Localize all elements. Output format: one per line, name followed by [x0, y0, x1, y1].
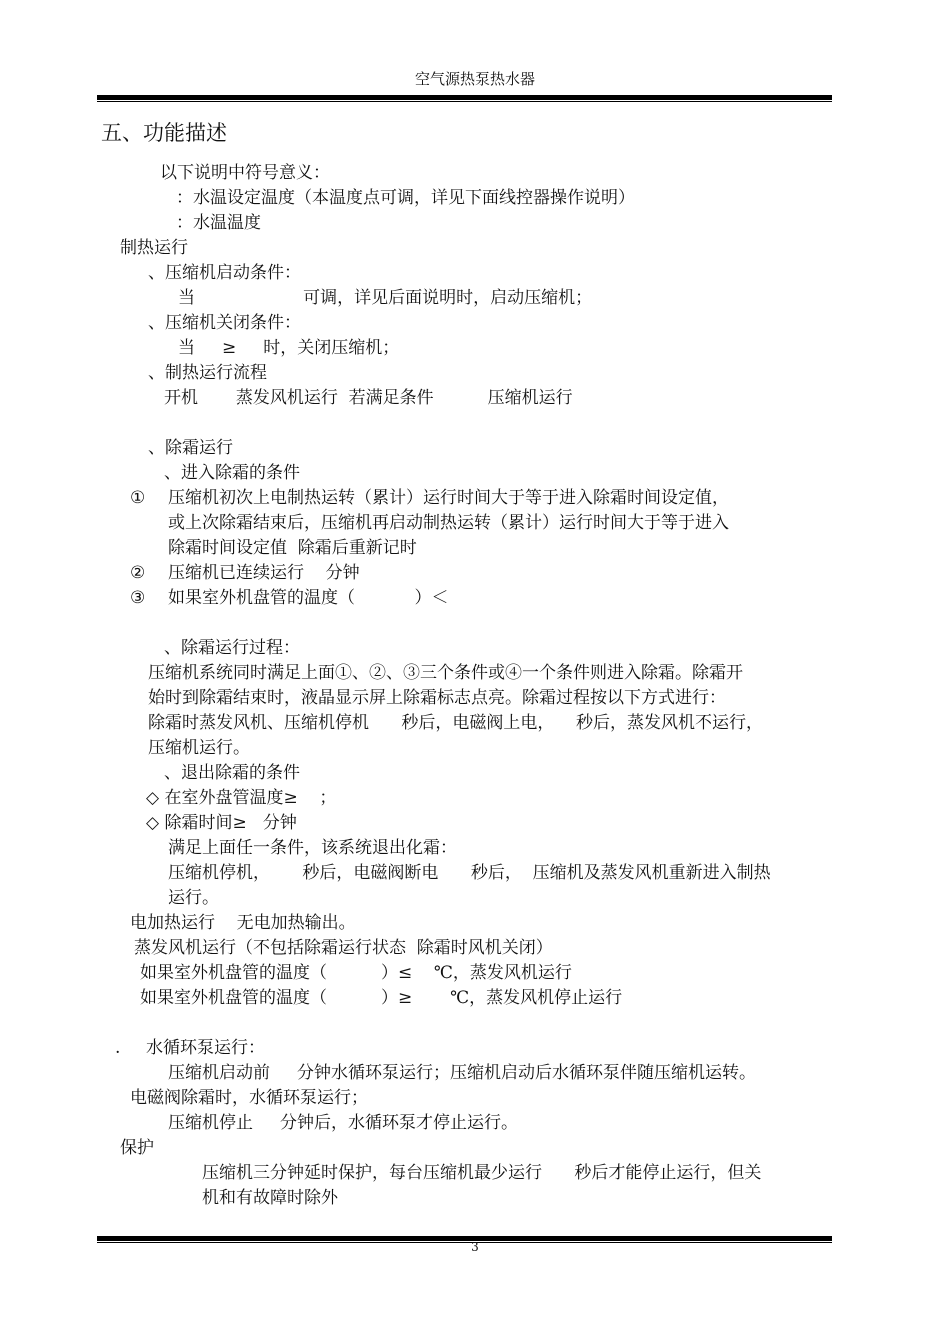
heading-protection: 保护	[120, 1138, 154, 1158]
page-header: 空气源热泵热水器	[414, 70, 535, 88]
defrost-process-4: 压缩机运行。	[148, 738, 250, 758]
defrost-exit-1: ◇ 在室外盘管温度≥ ；	[146, 788, 337, 808]
marker-3: ③	[130, 588, 146, 608]
compressor-start-text: 当 可调，详见后面说明时，启动压缩机；	[178, 288, 593, 308]
defrost-exit-5: 运行。	[168, 888, 219, 908]
defrost-exit-3: 满足上面任一条件，该系统退出化霜：	[168, 838, 457, 858]
compressor-stop-text: 当 ≥ 时，关闭压缩机；	[178, 338, 400, 358]
defrost-exit-4: 压缩机停机， 秒后，电磁阀断电 秒后， 压缩机及蒸发风机重新进入制热	[168, 863, 771, 883]
bullet-dot: .	[115, 1038, 121, 1058]
heading-compressor-stop: 、压缩机关闭条件：	[148, 313, 301, 333]
defrost-cond-3: 如果室外机盘管的温度（ ）＜	[168, 588, 449, 608]
page-number: 3	[471, 1240, 479, 1254]
heating-flow-text: 开机 蒸发风机运行 若满足条件 压缩机运行	[164, 388, 573, 408]
evaporator-fan-run: 如果室外机盘管的温度（ ）≤ ℃，蒸发风机运行	[140, 963, 572, 983]
heading-defrost-process: 、除霜运行过程：	[164, 638, 300, 658]
evaporator-fan-heading: 蒸发风机运行（不包括除霜运行状态 除霜时风机关闭）	[134, 938, 553, 958]
defrost-cond-1a: 压缩机初次上电制热运转（累计）运行时间大于等于进入除霜时间设定值，	[168, 488, 729, 508]
defrost-cond-2: 压缩机已连续运行 分钟	[168, 563, 360, 583]
heading-heating: 制热运行	[120, 238, 188, 258]
header-rule-thin	[97, 101, 832, 102]
heading-heating-flow: 、制热运行流程	[148, 363, 267, 383]
evaporator-fan-stop: 如果室外机盘管的温度（ ）≥ ℃，蒸发风机停止运行	[140, 988, 623, 1008]
heading-defrost-exit: 、退出除霜的条件	[164, 763, 300, 783]
heading-defrost: 、除霜运行	[148, 438, 233, 458]
heading-defrost-enter: 、进入除霜的条件	[164, 463, 300, 483]
section-title: 五、功能描述	[101, 121, 227, 145]
water-pump-3: 压缩机停止 分钟后，水循环泵才停止运行。	[168, 1113, 519, 1133]
electric-heating: 电加热运行 无电加热输出。	[130, 913, 356, 933]
heading-compressor-start: 、压缩机启动条件：	[148, 263, 301, 283]
symbol-intro: 以下说明中符号意义：	[160, 163, 330, 183]
defrost-process-1: 压缩机系统同时满足上面①、②、③三个条件或④一个条件则进入除霜。除霜开	[148, 663, 743, 683]
defrost-process-3: 除霜时蒸发风机、压缩机停机 秒后，电磁阀上电， 秒后，蒸发风机不运行，	[148, 713, 764, 733]
defrost-cond-1b: 或上次除霜结束后，压缩机再启动制热运转（累计）运行时间大于等于进入	[168, 513, 729, 533]
header-rule	[97, 95, 832, 100]
heading-water-pump: 水循环泵运行：	[146, 1038, 265, 1058]
water-pump-2: 电磁阀除霜时，水循环泵运行；	[130, 1088, 368, 1108]
defrost-process-2: 始时到除霜结束时，液晶显示屏上除霜标志点亮。除霜过程按以下方式进行：	[148, 688, 726, 708]
defrost-exit-2: ◇ 除霜时间≥ 分钟	[146, 813, 297, 833]
protection-2: 机和有故障时除外	[202, 1188, 338, 1208]
defrost-cond-1c: 除霜时间设定值 除霜后重新记时	[168, 538, 417, 558]
marker-1: ①	[130, 488, 146, 508]
marker-2: ②	[130, 563, 146, 583]
symbol-water-temp: ：水温温度	[176, 213, 261, 233]
symbol-setpoint: ：水温设定温度（本温度点可调，详见下面线控器操作说明）	[176, 188, 635, 208]
water-pump-1: 压缩机启动前 分钟水循环泵运行；压缩机启动后水循环泵伴随压缩机运转。	[168, 1063, 757, 1083]
protection-1: 压缩机三分钟延时保护，每台压缩机最少运行 秒后才能停止运行，但关	[202, 1163, 762, 1183]
